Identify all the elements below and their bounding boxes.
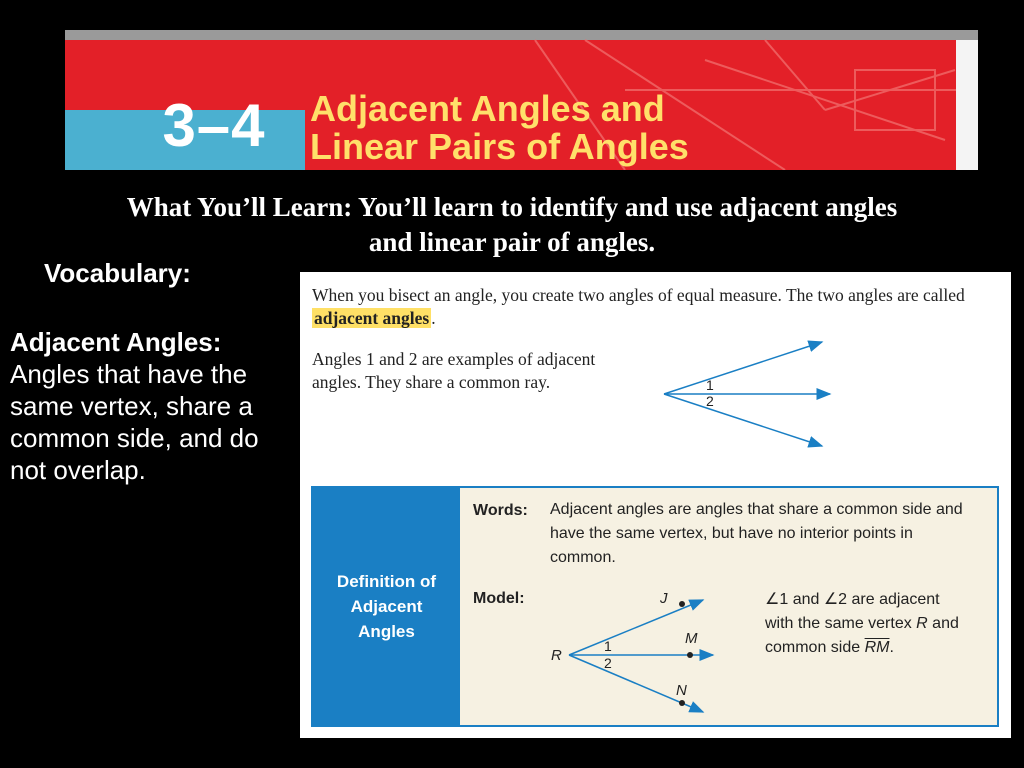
vocabulary-heading: Vocabulary: — [44, 258, 191, 288]
model-description — [765, 588, 990, 660]
point-j — [679, 601, 685, 607]
intro-text: When you bisect an angle, you create two angles of equal measure. The two angles are called — [312, 285, 965, 305]
definition-box — [311, 486, 999, 727]
vertex-r: R — [916, 615, 928, 632]
highlighted-term: adjacent angles — [314, 308, 430, 328]
learn-line1: What You’ll Learn: You’ll learn to identify and use adjacent angles — [126, 192, 898, 222]
model-desc-line2-c: and — [927, 615, 959, 632]
intro-end: . — [431, 308, 436, 328]
definition-box-title-text: Definition of Adjacent Angles — [336, 572, 437, 641]
model-desc-line1: ∠1 and ∠2 are adjacent — [765, 591, 940, 608]
point-n — [679, 700, 685, 706]
angle-2-label: 2 — [706, 393, 714, 409]
label-m: M — [685, 630, 698, 647]
banner-title-line1: Adjacent Angles and — [310, 88, 665, 129]
model-angle-2: 2 — [604, 655, 612, 671]
model-desc-line2 — [765, 612, 990, 636]
banner-title-line2: Linear Pairs of Angles — [310, 126, 689, 167]
ray-rj — [569, 600, 703, 655]
learn-statement — [10, 190, 1014, 260]
ray-upper — [664, 342, 822, 394]
adjacent-angles-figure — [300, 272, 1011, 482]
label-r: R — [551, 647, 562, 664]
vocabulary-definition-text: Angles that have the same vertex, share a common side, and do not overlap. — [10, 359, 259, 485]
lesson-banner — [65, 30, 978, 170]
lesson-number: 3–4 — [162, 91, 266, 159]
model-desc-line3-c: . — [889, 639, 894, 656]
point-m — [687, 652, 693, 658]
examples-paragraph: Angles 1 and 2 are examples of adjacent angles. They share a common ray. — [312, 349, 596, 392]
words-text: Adjacent angles are angles that share a common side and have the same vertex, but have no interior points in common. — [550, 501, 963, 566]
textbook-panel — [300, 272, 1011, 738]
model-desc-line3-a: common side — [765, 639, 865, 656]
model-desc-line2-a: with the same vertex — [765, 615, 917, 632]
model-desc-line3 — [765, 636, 990, 660]
model-label: Model: — [473, 590, 525, 607]
label-j: J — [660, 590, 668, 607]
label-n: N — [676, 682, 687, 699]
banner-title — [310, 90, 689, 166]
learn-line2: and linear pair of angles. — [368, 227, 656, 257]
ray-rm-notation: $\overline{RM}$ — [864, 639, 890, 656]
vocabulary-definition — [10, 326, 290, 486]
angle-1-label: 1 — [706, 377, 714, 393]
words-label: Words: — [473, 502, 528, 519]
model-angle-1: 1 — [604, 638, 612, 654]
vocabulary-term: Adjacent Angles: — [10, 327, 222, 357]
banner-edge — [956, 40, 978, 170]
ray-lower — [664, 394, 822, 446]
